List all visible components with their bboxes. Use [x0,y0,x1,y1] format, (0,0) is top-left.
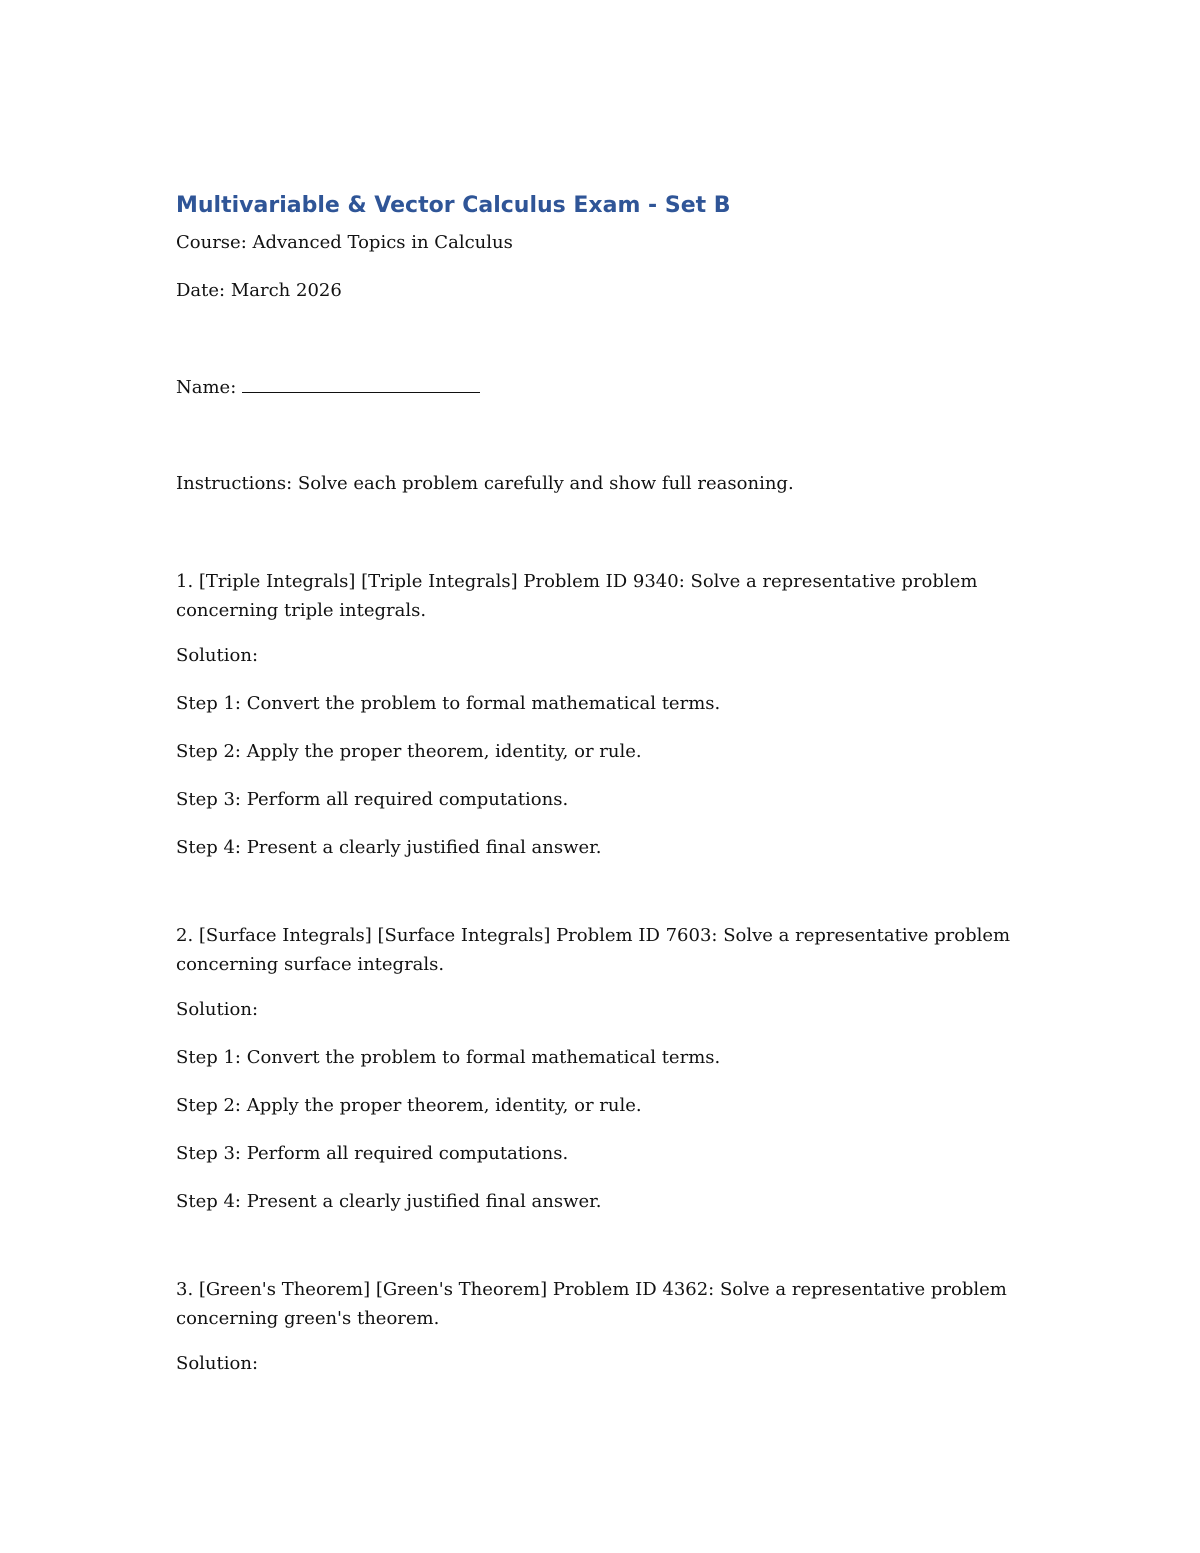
solution-step: Step 3: Perform all required computations. [176,789,569,810]
instructions: Instructions: Solve each problem carefully and show full reasoning. [176,473,794,494]
date-line: Date: March 2026 [176,280,342,301]
name-label: Name: [176,377,237,398]
problem-2 [176,921,1026,1215]
solution-step: Step 4: Present a clearly justified final answer. [176,837,602,858]
solution-label: Solution: [176,999,259,1020]
name-blank-line [242,374,480,393]
solution-step: Step 3: Perform all required computations. [176,1143,569,1164]
solution-step: Step 1: Convert the problem to formal mathematical terms. [176,1047,721,1068]
name-row [176,374,1026,401]
problem-text: 2. [Surface Integrals] [Surface Integrals] Problem ID 7603: Solve a representative problem concerning surface integrals. [176,925,1011,975]
problem-text: 1. [Triple Integrals] [Triple Integrals] Problem ID 9340: Solve a representative problem concerning triple integrals. [176,571,978,621]
solution-label: Solution: [176,1353,259,1374]
solution-step: Step 4: Present a clearly justified final answer. [176,1191,602,1212]
solution-label: Solution: [176,645,259,666]
solution-step: Step 1: Convert the problem to formal mathematical terms. [176,693,721,714]
exam-title: Multivariable & Vector Calculus Exam - Set B [176,193,731,218]
problem-text: 3. [Green's Theorem] [Green's Theorem] Problem ID 4362: Solve a representative problem concerning green's theorem. [176,1279,1007,1329]
problem-3 [176,1275,1026,1377]
problem-1 [176,567,1026,861]
document-content [176,192,1026,1437]
solution-step: Step 2: Apply the proper theorem, identity, or rule. [176,1095,642,1116]
course-line: Course: Advanced Topics in Calculus [176,232,513,253]
solution-step: Step 2: Apply the proper theorem, identity, or rule. [176,741,642,762]
